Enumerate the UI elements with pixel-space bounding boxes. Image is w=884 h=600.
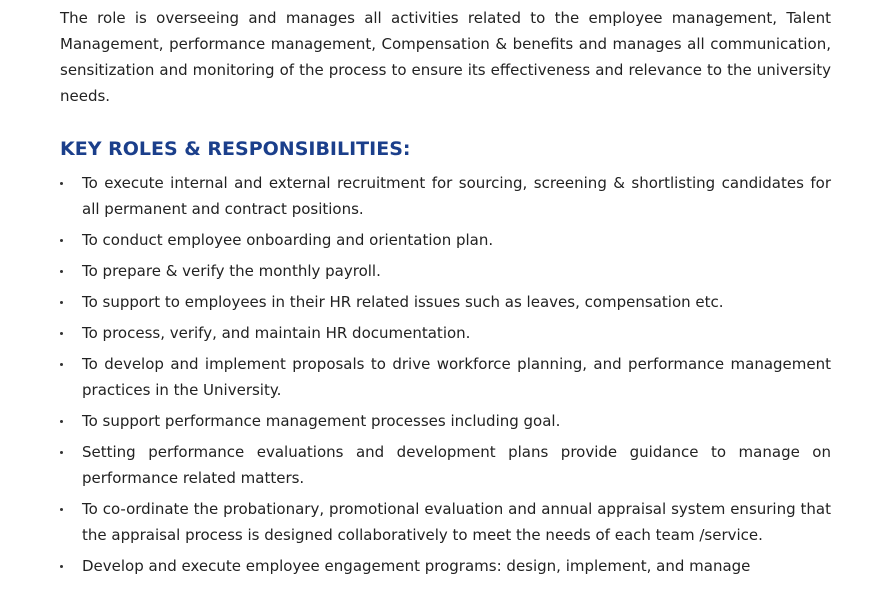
- bullet-icon: [60, 301, 63, 304]
- job-description-page: [60, 5, 831, 584]
- list-item: [60, 170, 831, 222]
- bullet-icon: [60, 332, 63, 335]
- bullet-icon: [60, 270, 63, 273]
- list-item: [60, 320, 831, 346]
- list-item-text: Setting performance evaluations and development plans provide guidance to manage on performance related matters.: [82, 443, 831, 487]
- bullet-icon: [60, 420, 63, 423]
- key-responsibilities-heading: KEY ROLES & RESPONSIBILITIES:: [60, 138, 411, 160]
- list-item-text: To develop and implement proposals to drive workforce planning, and performance management practices in the University.: [82, 355, 831, 399]
- list-item-text: To support to employees in their HR related issues such as leaves, compensation etc.: [82, 293, 724, 311]
- list-item: [60, 553, 831, 579]
- list-item-text: To process, verify, and maintain HR documentation.: [82, 324, 471, 342]
- list-item-text: Develop and execute employee engagement programs: design, implement, and manage: [82, 557, 751, 575]
- bullet-icon: [60, 182, 63, 185]
- list-item: [60, 439, 831, 491]
- list-item: [60, 258, 831, 284]
- role-overview-paragraph: The role is overseeing and manages all activities related to the employee management, Talent Management, performance management, Compensation & benefits and manages all communication, sensitization and monitoring of the process to ensure its effectiveness and relevance to the university needs.: [60, 9, 831, 105]
- bullet-icon: [60, 508, 63, 511]
- bullet-icon: [60, 363, 63, 366]
- bullet-icon: [60, 565, 63, 568]
- list-item: [60, 351, 831, 403]
- list-item: [60, 289, 831, 315]
- list-item: [60, 408, 831, 434]
- list-item-text: To prepare & verify the monthly payroll.: [82, 262, 381, 280]
- bullet-icon: [60, 451, 63, 454]
- list-item-text: To execute internal and external recruitment for sourcing, screening & shortlisting candidates for all permanent and contract positions.: [82, 174, 831, 218]
- responsibilities-list: [60, 170, 831, 579]
- list-item-text: To conduct employee onboarding and orientation plan.: [82, 231, 494, 249]
- list-item: [60, 496, 831, 548]
- list-item-text: To co-ordinate the probationary, promotional evaluation and annual appraisal system ensuring that the appraisal process is designed collaboratively to meet the needs of each team /service.: [82, 500, 831, 544]
- list-item: [60, 227, 831, 253]
- list-item-text: To support performance management processes including goal.: [82, 412, 561, 430]
- bullet-icon: [60, 239, 63, 242]
